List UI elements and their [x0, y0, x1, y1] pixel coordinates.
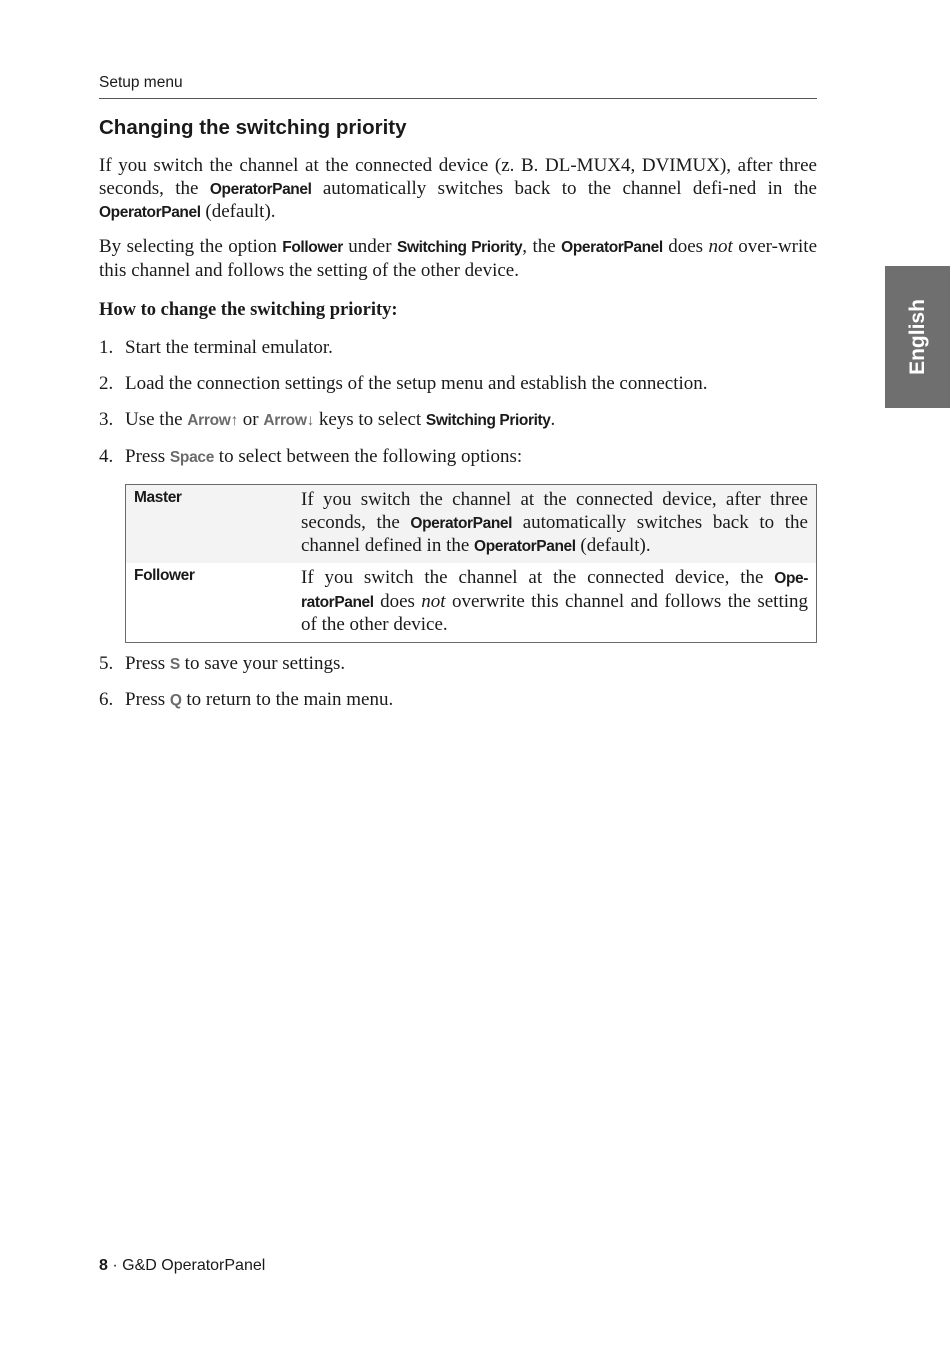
option-row-follower — [126, 563, 816, 642]
step-text: Use the — [125, 409, 188, 430]
step-text: to save your settings. — [179, 653, 346, 674]
arrow-up-key: Arrow↑ — [187, 412, 238, 429]
s-key: S — [169, 656, 180, 673]
option-text: If you switch the channel at the connected device, the — [301, 567, 775, 588]
intro-paragraph — [99, 155, 817, 225]
para1-text-3: (default). — [200, 201, 276, 222]
q-key: Q — [169, 692, 182, 709]
language-tab-label: English — [905, 299, 929, 375]
step-item — [99, 689, 817, 712]
step-text: to select between the following options: — [214, 446, 523, 467]
options-table — [125, 484, 817, 643]
space-key: Space — [169, 449, 215, 466]
step-item — [99, 409, 817, 432]
section-title: Changing the switching priority — [99, 116, 407, 139]
option-text: (default). — [575, 535, 651, 556]
step-text: Press — [125, 653, 170, 674]
step-item — [99, 446, 817, 469]
para2-text-2: under — [342, 236, 397, 257]
step-text: Press — [125, 689, 170, 710]
emphasis-not: not — [708, 236, 733, 257]
para2-text-1: By selecting the option — [99, 236, 283, 257]
language-tab — [885, 266, 950, 408]
option-row-master — [126, 485, 816, 563]
running-header: Setup menu — [99, 74, 183, 91]
step-item — [99, 337, 817, 359]
arrow-down-key: Arrow↓ — [263, 412, 315, 429]
operatorpanel-term: OperatorPanel — [99, 204, 201, 221]
page-number: 8 — [99, 1257, 108, 1274]
follower-paragraph — [99, 236, 817, 282]
step-text: or — [238, 409, 264, 430]
step-number: 1. — [99, 337, 114, 358]
operatorpanel-term: OperatorPanel — [474, 538, 576, 555]
operatorpanel-term: OperatorPanel — [561, 239, 663, 256]
para2-text-5: over-write this channel and follows the setting of the other device. — [99, 236, 817, 281]
para1-text-1: If you switch the channel at the connected device (z. B. DL-MUX4, DVIMUX), after three seconds, the — [99, 155, 817, 199]
howto-heading: How to change the switching priority: — [99, 300, 398, 320]
follower-term: Follower — [282, 239, 343, 256]
emphasis-not: not — [421, 590, 446, 612]
step-number: 5. — [99, 653, 114, 674]
step-text: keys to select — [314, 409, 426, 430]
operatorpanel-term: Ope-ratorPanel — [301, 570, 808, 611]
footer-title: G&D OperatorPanel — [122, 1257, 266, 1274]
step-number: 4. — [99, 446, 114, 467]
option-name: Follower — [134, 567, 195, 584]
step-text: Start the terminal emulator. — [125, 337, 333, 358]
option-text: overwrite this channel and follows the setting of the other device. — [301, 590, 808, 635]
step-number: 6. — [99, 689, 114, 710]
step-text: Press — [125, 446, 170, 467]
para1-text-2: automatically switches back to the channel defi-ned in the — [311, 177, 817, 199]
option-description — [301, 567, 808, 637]
step-number: 3. — [99, 409, 114, 430]
para2-text-4: does — [662, 236, 709, 257]
para2-text-3: , the — [522, 236, 562, 257]
option-name: Master — [134, 489, 182, 506]
header-rule — [99, 98, 817, 99]
option-text: If you switch the channel at the connected device, after three seconds, the — [301, 489, 808, 533]
step-text: to return to the main menu. — [181, 689, 394, 710]
step-text: Load the connection settings of the setup menu and establish the connection. — [125, 373, 708, 394]
page-footer — [99, 1257, 265, 1275]
footer-separator: · — [107, 1257, 123, 1274]
operatorpanel-term: OperatorPanel — [410, 514, 513, 532]
switching-priority-term: Switching Priority — [425, 412, 551, 429]
step-number: 2. — [99, 373, 114, 394]
option-text: automatically switches back to the channel defined in the — [301, 511, 808, 556]
option-description — [301, 489, 808, 559]
step-item — [99, 373, 817, 395]
switching-priority-term: Switching Priority — [397, 239, 523, 256]
option-text: does — [373, 590, 422, 612]
step-text: . — [550, 409, 556, 430]
step-item — [99, 653, 817, 676]
operatorpanel-term: OperatorPanel — [209, 180, 312, 198]
